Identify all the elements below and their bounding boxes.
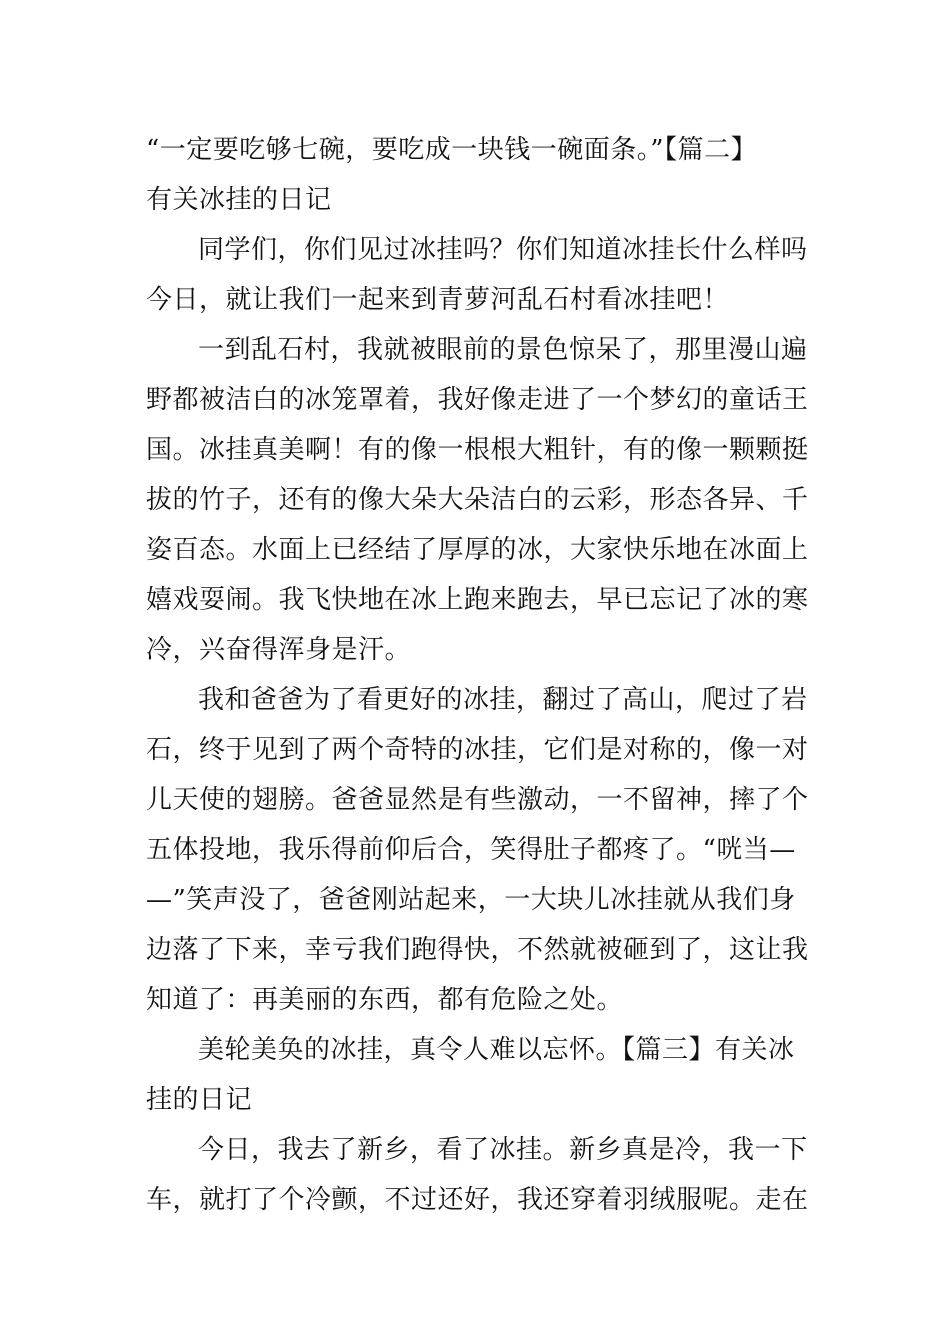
- text-line: 车，就打了个冷颤，不过还好，我还穿着羽绒服呢。走在: [146, 1185, 809, 1215]
- text-line: 嬉戏耍闹。我飞快地在冰上跑来跑去，早已忘记了冰的寒: [146, 585, 809, 615]
- text-line: “一定要吃够七碗，要吃成一块钱一碗面条。”【篇二】: [146, 135, 758, 165]
- text-line: 边落了下来，幸亏我们跑得快，不然就被砸到了，这让我: [146, 935, 809, 965]
- text-line: 儿天使的翅膀。爸爸显然是有些激动，一不留神，摔了个: [146, 785, 809, 815]
- paragraph-start-line: 我和爸爸为了看更好的冰挂，翻过了高山，爬过了岩: [198, 685, 808, 715]
- paragraph-start-line: 同学们，你们见过冰挂吗？你们知道冰挂长什么样吗: [198, 235, 808, 265]
- text-line: 今日，就让我们一起来到青萝河乱石村看冰挂吧！: [146, 285, 730, 315]
- text-line: 姿百态。水面上已经结了厚厚的冰，大家快乐地在冰面上: [146, 535, 809, 565]
- paragraph-start-line: 美轮美奂的冰挂，真令人难以忘怀。【篇三】有关冰: [198, 1035, 795, 1065]
- text-line: 国。冰挂真美啊！有的像一根根大粗针，有的像一颗颗挺: [146, 435, 809, 465]
- text-line: 五体投地，我乐得前仰后合，笑得肚子都疼了。“咣当—: [146, 835, 796, 865]
- text-line: 有关冰挂的日记: [146, 185, 332, 215]
- paragraph-start-line: 今日，我去了新乡，看了冰挂。新乡真是冷，我一下: [198, 1135, 808, 1165]
- text-line: —”笑声没了，爸爸刚站起来，一大块儿冰挂就从我们身: [146, 885, 796, 915]
- text-line: 拔的竹子，还有的像大朵大朵洁白的云彩，形态各异、千: [146, 485, 809, 515]
- text-line: 挂的日记: [146, 1085, 253, 1115]
- text-line: 知道了：再美丽的东西，都有危险之处。: [146, 985, 624, 1015]
- paragraph-start-line: 一到乱石村，我就被眼前的景色惊呆了，那里漫山遍: [198, 335, 808, 365]
- text-line: 冷，兴奋得浑身是汗。: [146, 635, 412, 665]
- text-line: 野都被洁白的冰笼罩着，我好像走进了一个梦幻的童话王: [146, 385, 809, 415]
- text-line: 石，终于见到了两个奇特的冰挂，它们是对称的，像一对: [146, 735, 809, 765]
